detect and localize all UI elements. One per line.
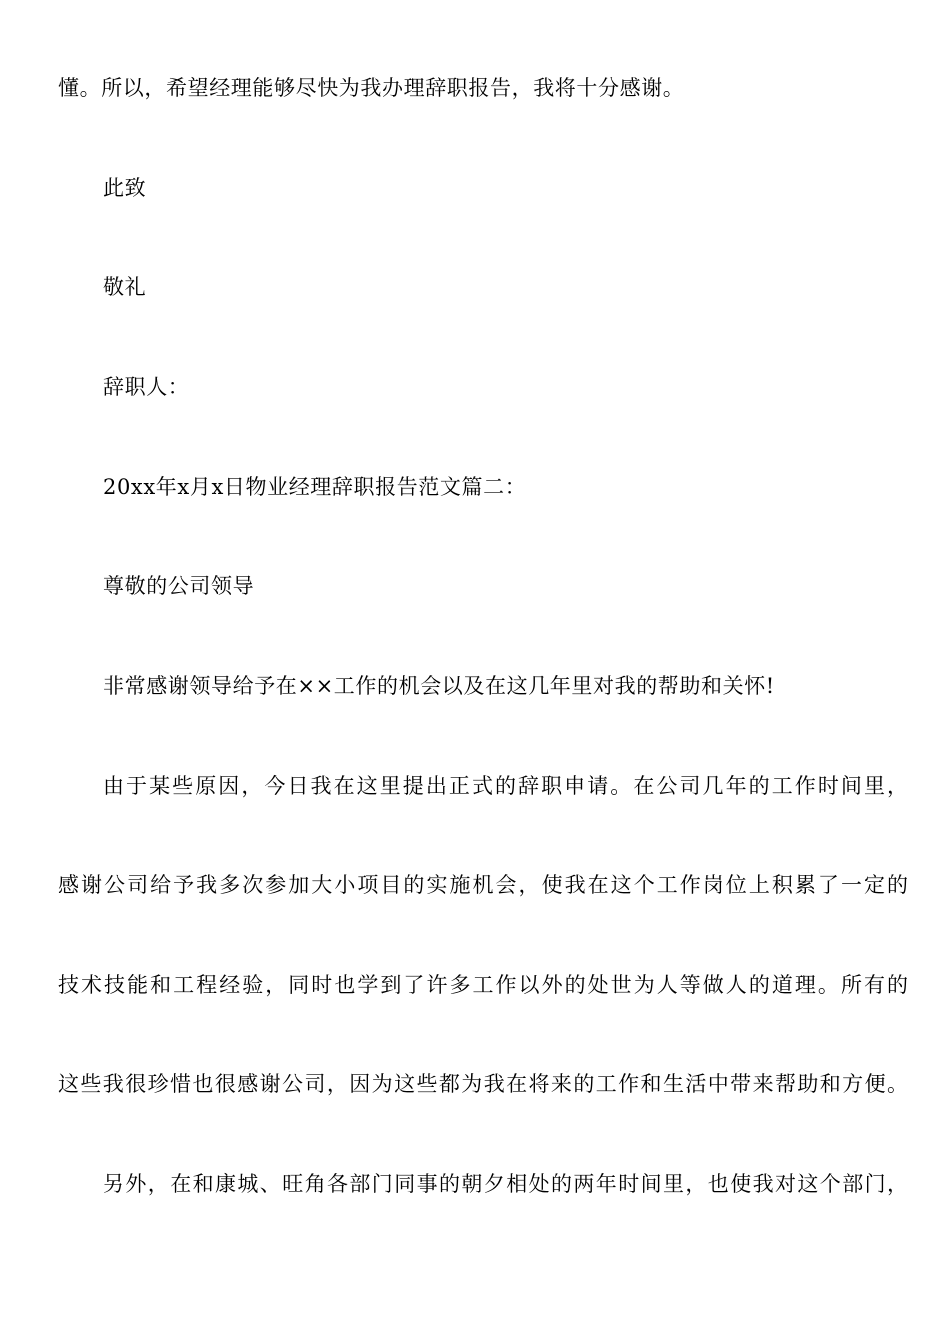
text-line-paragraph: 这些我很珍惜也很感谢公司，因为这些都为我在将来的工作和生活中带来帮助和方便。 bbox=[58, 1072, 908, 1096]
text-line-paragraph-start: 另外，在和康城、旺角各部门同事的朝夕相处的两年时间里，也使我对这个部门， bbox=[103, 1172, 908, 1196]
text-line-thanks: 非常感谢领导给予在××工作的机会以及在这几年里对我的帮助和关怀! bbox=[103, 674, 775, 698]
text-line-paragraph-start: 由于某些原因，今日我在这里提出正式的辞职申请。在公司几年的工作时间里， bbox=[103, 774, 908, 798]
text-line-date-and-heading: 20xx年x月x日物业经理辞职报告范文篇二： bbox=[103, 475, 527, 499]
text-line-salutation-jingli: 敬礼 bbox=[103, 275, 147, 299]
text-line-recipient: 尊敬的公司领导 bbox=[103, 574, 255, 598]
text-line-paragraph: 感谢公司给予我多次参加大小项目的实施机会，使我在这个工作岗位上积累了一定的 bbox=[58, 873, 908, 897]
text-line-salutation-cizhi: 此致 bbox=[103, 176, 147, 200]
text-line-signature: 辞职人： bbox=[103, 375, 190, 399]
text-line-paragraph: 技术技能和工程经验，同时也学到了许多工作以外的处世为人等做人的道理。所有的 bbox=[58, 973, 908, 997]
text-line-closing-sentence: 懂。所以，希望经理能够尽快为我办理辞职报告，我将十分感谢。 bbox=[58, 76, 685, 100]
